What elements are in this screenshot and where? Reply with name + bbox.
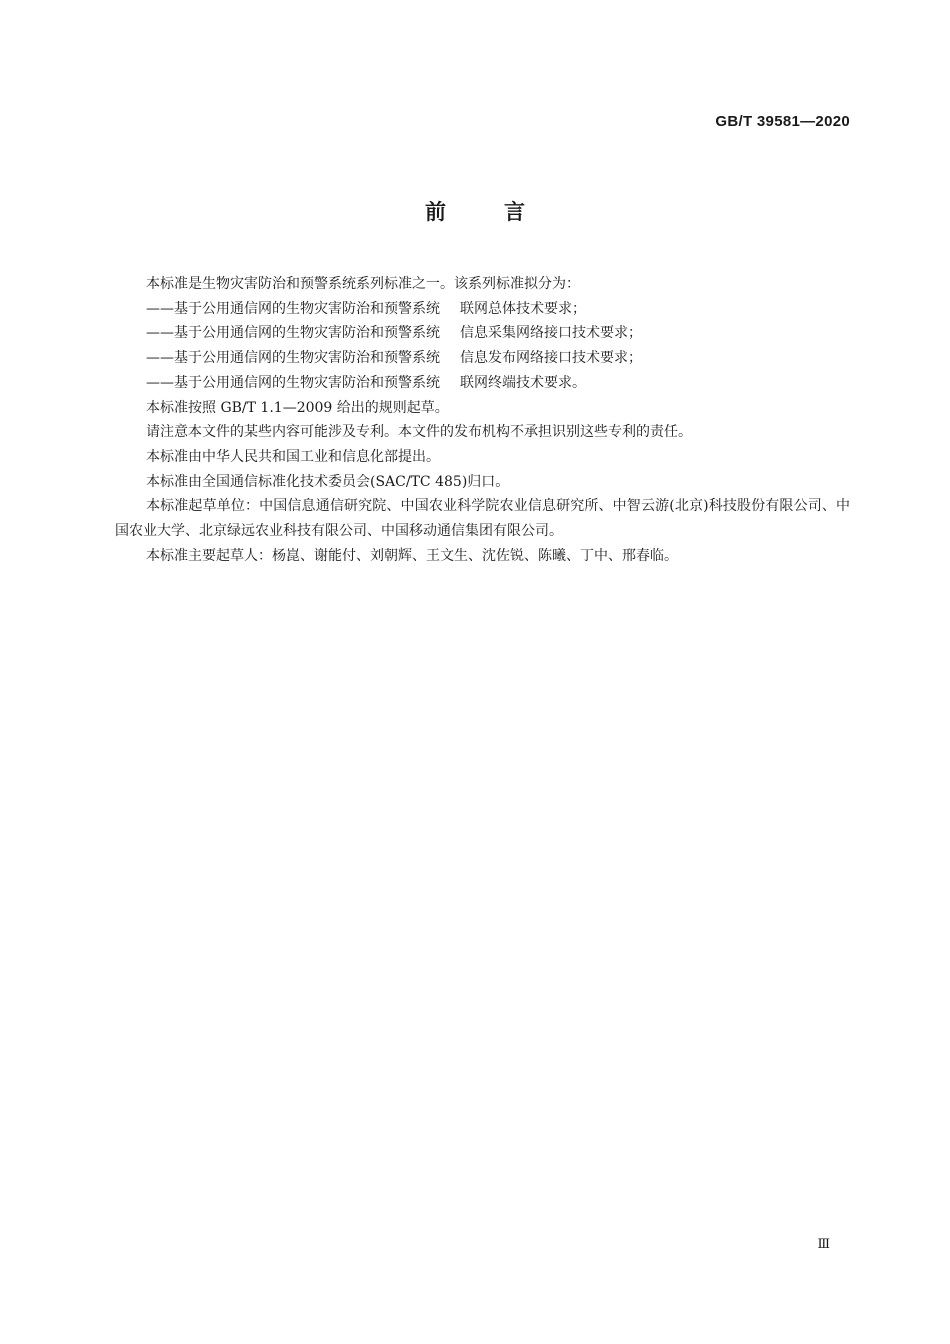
- list-item-prefix: ——基于公用通信网的生物灾害防治和预警系统: [146, 374, 440, 391]
- proposer-paragraph: 本标准由中华人民共和国工业和信息化部提出。: [146, 448, 440, 465]
- list-item-prefix: ——基于公用通信网的生物灾害防治和预警系统: [146, 350, 440, 367]
- page-title: 前言: [425, 200, 583, 224]
- drafters-paragraph: 本标准主要起草人：杨崑、谢能付、刘朝辉、王文生、沈佐锐、陈曦、丁中、邢春临。: [146, 547, 678, 564]
- series-list: [115, 297, 850, 396]
- list-item-suffix: 信息采集网络接口技术要求；: [460, 325, 642, 342]
- committee-paragraph: 本标准由全国通信标准化技术委员会(SAC/TC 485)归口。: [146, 473, 510, 490]
- standard-code: GB/T 39581—2020: [715, 113, 850, 130]
- list-item: [115, 297, 850, 322]
- drafting-rules-paragraph: 本标准按照 GB/T 1.1—2009 给出的规则起草。: [146, 399, 449, 416]
- document-body: [115, 272, 850, 568]
- list-item-suffix: 联网总体技术要求；: [460, 300, 586, 317]
- list-item-suffix: 联网终端技术要求。: [460, 374, 586, 391]
- list-item-prefix: ——基于公用通信网的生物灾害防治和预警系统: [146, 325, 440, 342]
- list-item-prefix: ——基于公用通信网的生物灾害防治和预警系统: [146, 300, 440, 317]
- drafting-units-paragraph: 本标准起草单位：中国信息通信研究院、中国农业科学院农业信息研究所、中智云游(北京)科技股份有限公司、中国农业大学、北京绿远农业科技有限公司、中国移动通信集团有限公司。: [115, 498, 850, 540]
- list-item-suffix: 信息发布网络接口技术要求；: [460, 350, 642, 367]
- list-item: [115, 346, 850, 371]
- list-item: [115, 371, 850, 396]
- intro-paragraph: 本标准是生物灾害防治和预警系统系列标准之一。该系列标准拟分为：: [146, 276, 580, 292]
- page-number: Ⅲ: [817, 1237, 830, 1252]
- list-item: [115, 321, 850, 346]
- patent-notice-paragraph: 请注意本文件的某些内容可能涉及专利。本文件的发布机构不承担识别这些专利的责任。: [146, 424, 692, 441]
